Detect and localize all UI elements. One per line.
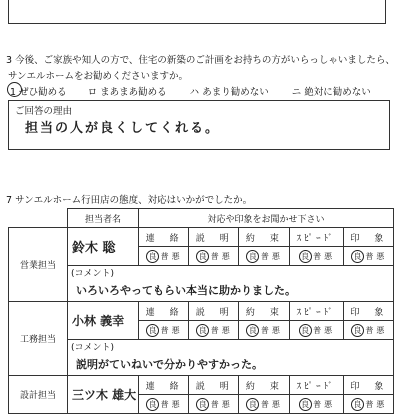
role-label: 設計担当 bbox=[9, 376, 68, 414]
option-average[interactable]: 普 bbox=[260, 399, 269, 409]
role-label: 営業担当 bbox=[9, 228, 68, 302]
option-average[interactable]: 普 bbox=[260, 325, 269, 335]
q3-question-line1: 3 今後、ご家族や知人の方で、住宅の新築のご計画をお持ちの方がいらっしゃいましたら、 bbox=[6, 55, 395, 66]
option-good[interactable]: 良 bbox=[246, 398, 259, 411]
rating-cell[interactable] bbox=[239, 395, 289, 414]
comment-label: (コメント) bbox=[68, 340, 394, 354]
option-good[interactable]: 良 bbox=[351, 324, 364, 337]
option-bad[interactable]: 悪 bbox=[221, 325, 230, 335]
option-average[interactable]: 普 bbox=[365, 399, 374, 409]
rating-cell[interactable] bbox=[139, 321, 189, 340]
option-average[interactable]: 普 bbox=[210, 325, 219, 335]
comment-text[interactable]: いろいろやってもらい本当に助かりました。 bbox=[68, 279, 394, 302]
option-bad[interactable]: 悪 bbox=[221, 399, 230, 409]
option-good[interactable]: 良 bbox=[351, 250, 364, 263]
rating-cell[interactable] bbox=[343, 247, 393, 266]
option-bad[interactable]: 悪 bbox=[271, 251, 280, 261]
rating-cell[interactable] bbox=[239, 321, 289, 340]
q7-question: 7 サンエルホーム行田店の態度、対応はいかがでしたか。 bbox=[6, 195, 253, 206]
option-bad[interactable]: 悪 bbox=[171, 251, 180, 261]
category-label: ｽﾋﾟｰﾄﾞ bbox=[289, 302, 343, 321]
option-good[interactable]: 良 bbox=[146, 398, 159, 411]
table-row bbox=[9, 302, 394, 321]
category-label: 連 絡 bbox=[139, 376, 189, 395]
option-bad[interactable]: 悪 bbox=[221, 251, 230, 261]
header-person: 担当者名 bbox=[68, 209, 139, 228]
category-label: 説 明 bbox=[189, 376, 239, 395]
option-good[interactable]: 良 bbox=[196, 250, 209, 263]
category-label: 説 明 bbox=[189, 302, 239, 321]
option-bad[interactable]: 悪 bbox=[376, 399, 385, 409]
category-label: ｽﾋﾟｰﾄﾞ bbox=[289, 376, 343, 395]
header-impression: 対応や印象をお聞かせ下さい bbox=[139, 209, 394, 228]
category-label: 約 束 bbox=[239, 376, 289, 395]
rating-cell[interactable] bbox=[289, 395, 343, 414]
option-good[interactable]: 良 bbox=[196, 398, 209, 411]
option-bad[interactable]: 悪 bbox=[324, 399, 333, 409]
option-average[interactable]: 普 bbox=[210, 251, 219, 261]
q3-options bbox=[10, 84, 371, 98]
option-bad[interactable]: 悪 bbox=[324, 325, 333, 335]
q3-reason-label: ご回答の理由 bbox=[15, 106, 73, 117]
option-average[interactable]: 普 bbox=[365, 325, 374, 335]
option-bad[interactable]: 悪 bbox=[271, 325, 280, 335]
staff-evaluation-table bbox=[8, 208, 394, 414]
rating-cell[interactable] bbox=[189, 247, 239, 266]
q3-reason-box[interactable] bbox=[8, 100, 390, 150]
rating-cell[interactable] bbox=[139, 247, 189, 266]
option-bad[interactable]: 悪 bbox=[271, 399, 280, 409]
option-good[interactable]: 良 bbox=[299, 324, 312, 337]
table-row bbox=[9, 376, 394, 395]
category-label: 印 象 bbox=[343, 376, 393, 395]
staff-name: 鈴木 聡 bbox=[68, 228, 139, 266]
option-good[interactable]: 良 bbox=[196, 324, 209, 337]
option-average[interactable]: 普 bbox=[160, 399, 169, 409]
rating-cell[interactable] bbox=[343, 321, 393, 340]
rating-cell[interactable] bbox=[239, 247, 289, 266]
table-row bbox=[9, 228, 394, 247]
q3-question-line2: サンエルホームをお勧めくださいますか。 bbox=[8, 71, 189, 82]
option-average[interactable]: 普 bbox=[260, 251, 269, 261]
comment-label: (コメント) bbox=[68, 266, 394, 280]
option-good[interactable]: 良 bbox=[146, 250, 159, 263]
q3-reason-text: 担当の人が良くしてくれる。 bbox=[25, 121, 221, 136]
option-average[interactable]: 普 bbox=[313, 325, 322, 335]
option-average[interactable]: 普 bbox=[160, 251, 169, 261]
q3-option-2[interactable]: ロ まあまあ勧める bbox=[87, 87, 167, 98]
option-average[interactable]: 普 bbox=[160, 325, 169, 335]
table-header-row bbox=[9, 209, 394, 228]
option-bad[interactable]: 悪 bbox=[376, 325, 385, 335]
category-label: 約 束 bbox=[239, 228, 289, 247]
option-average[interactable]: 普 bbox=[365, 251, 374, 261]
role-label: 工務担当 bbox=[9, 302, 68, 376]
option-average[interactable]: 普 bbox=[313, 399, 322, 409]
category-label: 説 明 bbox=[189, 228, 239, 247]
q3-option-4[interactable]: ニ 絶対に勧めない bbox=[291, 87, 371, 98]
option-bad[interactable]: 悪 bbox=[171, 399, 180, 409]
option-good[interactable]: 良 bbox=[351, 398, 364, 411]
rating-cell[interactable] bbox=[189, 395, 239, 414]
selected-circle-mark bbox=[7, 82, 22, 97]
rating-cell[interactable] bbox=[189, 321, 239, 340]
previous-answer-box bbox=[8, 0, 386, 24]
option-good[interactable]: 良 bbox=[299, 398, 312, 411]
staff-name: 三ツ木 雄大 bbox=[68, 376, 139, 414]
rating-cell[interactable] bbox=[289, 247, 343, 266]
option-bad[interactable]: 悪 bbox=[324, 251, 333, 261]
rating-cell[interactable] bbox=[289, 321, 343, 340]
staff-name: 小林 義幸 bbox=[68, 302, 139, 340]
option-average[interactable]: 普 bbox=[210, 399, 219, 409]
comment-text[interactable]: 説明がていねいで分かりやすかった。 bbox=[68, 353, 394, 376]
option-average[interactable]: 普 bbox=[313, 251, 322, 261]
q3-option-1[interactable]: 1 ぜひ勧める bbox=[10, 84, 67, 98]
category-label: 連 絡 bbox=[139, 228, 189, 247]
option-good[interactable]: 良 bbox=[246, 324, 259, 337]
category-label: 約 束 bbox=[239, 302, 289, 321]
option-bad[interactable]: 悪 bbox=[171, 325, 180, 335]
rating-cell[interactable] bbox=[343, 395, 393, 414]
option-good[interactable]: 良 bbox=[299, 250, 312, 263]
option-good[interactable]: 良 bbox=[246, 250, 259, 263]
option-good[interactable]: 良 bbox=[146, 324, 159, 337]
q3-option-3[interactable]: ハ あまり勧めない bbox=[189, 87, 269, 98]
category-label: 連 絡 bbox=[139, 302, 189, 321]
category-label: 印 象 bbox=[343, 302, 393, 321]
rating-cell[interactable] bbox=[139, 395, 189, 414]
category-label: 印 象 bbox=[343, 228, 393, 247]
option-bad[interactable]: 悪 bbox=[376, 251, 385, 261]
category-label: ｽﾋﾟｰﾄﾞ bbox=[289, 228, 343, 247]
